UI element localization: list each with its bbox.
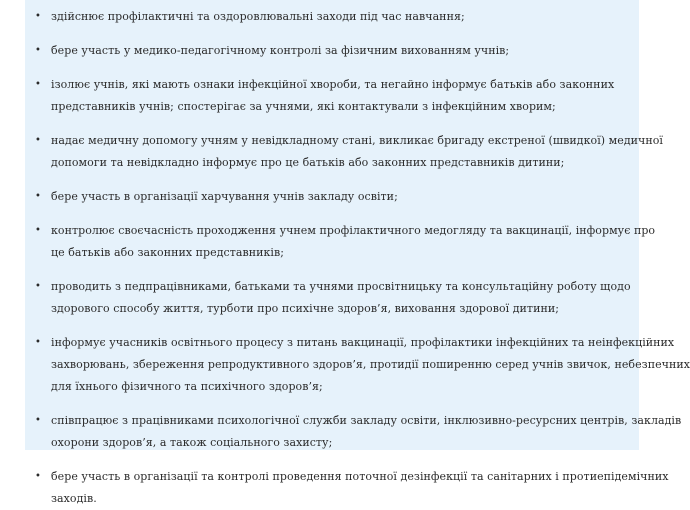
list-item bbox=[35, 74, 627, 118]
list-item-line: бере участь в організації та контролі проведення поточної дезінфекції та санітарних і протиепідемічних bbox=[51, 470, 669, 483]
bullet-icon: • bbox=[35, 471, 41, 482]
list-item-line: для їхнього фізичного та психічного здоров’я; bbox=[51, 380, 323, 393]
bullet-icon: • bbox=[35, 45, 41, 56]
list-item-line: здорового способу життя, турботи про психічне здоров’я, виховання здорової дитини; bbox=[51, 302, 559, 315]
bullet-icon: • bbox=[35, 11, 41, 22]
list-item-line: заходів. bbox=[51, 492, 97, 505]
duties-panel bbox=[25, 0, 690, 505]
bullet-icon: • bbox=[35, 135, 41, 146]
list-item-line: це батьків або законних представників; bbox=[51, 246, 284, 259]
list-item-line: проводить з педпрацівниками, батьками та учнями просвітницьку та консультаційну роботу щодо bbox=[51, 280, 631, 293]
list-item-line: контролює своєчасність проходження учнем профілактичного медогляду та вакцинації, інформує про bbox=[51, 224, 656, 237]
bullet-icon: • bbox=[35, 281, 41, 292]
list-item-line: захворювань, збереження репродуктивного здоров’я, протидії поширенню серед учнів звичок, небезпечних bbox=[51, 358, 690, 371]
list-item bbox=[35, 40, 627, 62]
list-item bbox=[35, 220, 656, 264]
bullet-icon: • bbox=[35, 225, 41, 236]
bullet-icon: • bbox=[35, 415, 41, 426]
duties-list bbox=[25, 0, 690, 510]
list-item bbox=[35, 186, 627, 208]
list-item-line: інформує учасників освітнього процесу з питань вакцинації, профілактики інфекційних та неінфекційних bbox=[51, 336, 675, 349]
list-item-line: здійснює профілактичні та оздоровлювальні заходи під час навчання; bbox=[51, 10, 465, 23]
list-item bbox=[35, 276, 631, 320]
bullet-icon: • bbox=[35, 337, 41, 348]
list-item-line: допомоги та невідкладно інформує про це батьків або законних представників дитини; bbox=[51, 156, 565, 169]
list-item bbox=[35, 466, 669, 510]
list-item-line: представників учнів; спостерігає за учнями, які контактували з інфекційним хворим; bbox=[51, 100, 556, 113]
list-item-line: охорони здоров’я, а також соціального захисту; bbox=[51, 436, 333, 449]
list-item bbox=[35, 130, 663, 174]
list-item-line: бере участь у медико-педагогічному контролі за фізичним вихованням учнів; bbox=[51, 44, 510, 57]
bullet-icon: • bbox=[35, 79, 41, 90]
bullet-icon: • bbox=[35, 191, 41, 202]
list-item bbox=[35, 6, 627, 28]
list-item-line: бере участь в організації харчування учнів закладу освіти; bbox=[51, 190, 398, 203]
list-item-line: співпрацює з працівниками психологічної служби закладу освіти, інклюзивно-ресурсних центрів, закладів bbox=[51, 414, 682, 427]
list-item-line: ізолює учнів, які мають ознаки інфекційної хвороби, та негайно інформує батьків або законних bbox=[51, 78, 615, 91]
list-item bbox=[35, 410, 682, 454]
list-item-line: надає медичну допомогу учням у невідкладному стані, викликає бригаду екстреної (швидкої) медичної bbox=[51, 134, 663, 147]
list-item bbox=[35, 332, 690, 398]
